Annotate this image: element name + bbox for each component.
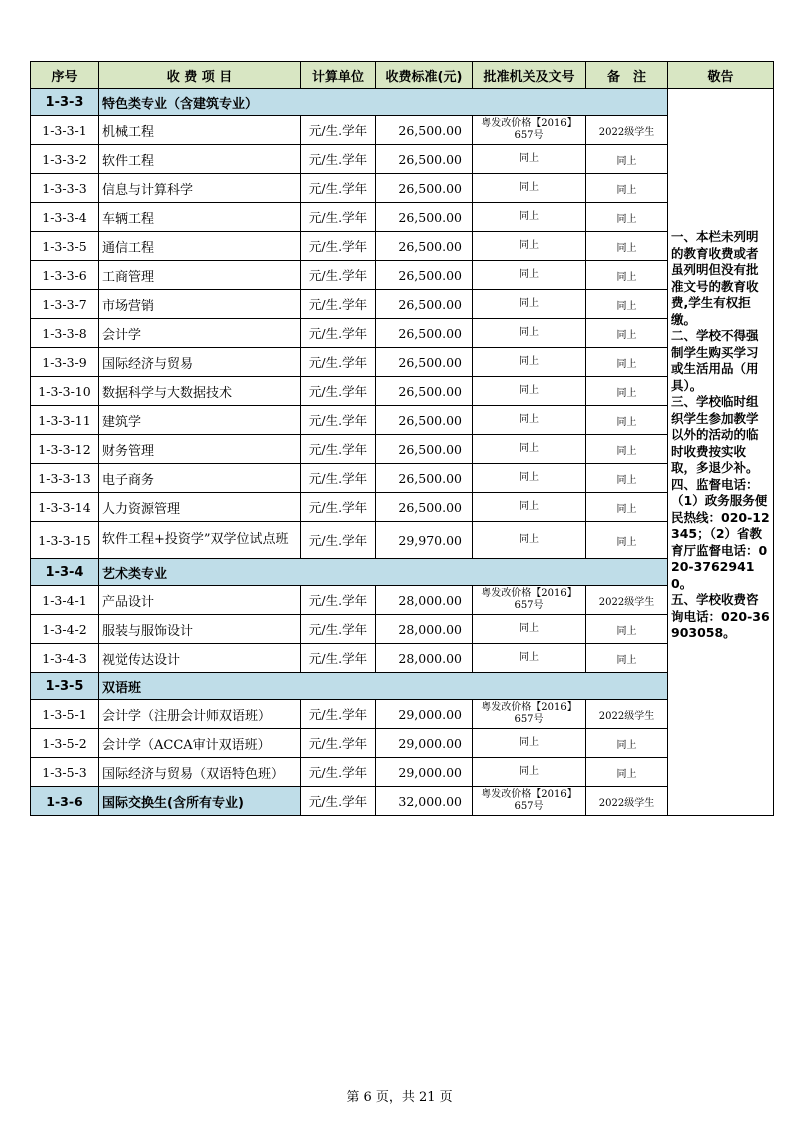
notice-cell [668, 89, 774, 816]
table-row [31, 203, 774, 232]
row-unit: 元/生.学年 [301, 729, 376, 758]
row-unit: 元/生.学年 [301, 758, 376, 787]
row-amount: 26,500.00 [376, 493, 473, 522]
row-unit: 元/生.学年 [301, 522, 376, 559]
row-remark: 同上 [586, 261, 668, 290]
row-remark: 同上 [586, 644, 668, 673]
row-item-name: 国际经济与贸易 [99, 348, 301, 377]
row-approval [473, 464, 586, 493]
row-remark: 同上 [586, 203, 668, 232]
row-remark: 同上 [586, 729, 668, 758]
row-amount: 29,000.00 [376, 729, 473, 758]
notice-line: 四、监督电话：（1）政务服务便民热线：020-12345；（2）省教育厅监督电话：020-37629410。 [671, 476, 770, 591]
table-row [31, 522, 774, 559]
approval-line: 同上 [519, 443, 539, 454]
row-item-name: 视觉传达设计 [99, 644, 301, 673]
row-code: 1-3-3-10 [31, 377, 99, 406]
approval-line: 同上 [519, 623, 539, 634]
section-code: 1-3-5 [31, 673, 99, 700]
row-unit: 元/生.学年 [301, 464, 376, 493]
row-code: 1-3-3-8 [31, 319, 99, 348]
row-code: 1-3-5-1 [31, 700, 99, 729]
row-unit: 元/生.学年 [301, 615, 376, 644]
notice-line: 二、学校不得强制学生购买学习或生活用品（用具）。 [671, 328, 759, 393]
row-approval [473, 145, 586, 174]
row-amount: 26,500.00 [376, 290, 473, 319]
row-approval [473, 522, 586, 559]
approval-line: 同上 [519, 153, 539, 164]
section-code: 1-3-4 [31, 559, 99, 586]
approval-line: 同上 [519, 652, 539, 663]
row-amount: 29,000.00 [376, 700, 473, 729]
row-item-name: 机械工程 [99, 116, 301, 145]
approval-line: 同上 [519, 766, 539, 777]
row-code: 1-3-3-13 [31, 464, 99, 493]
approval-line: 粤发改价格【2016】 [481, 702, 577, 713]
row-amount: 28,000.00 [376, 615, 473, 644]
row-amount: 26,500.00 [376, 232, 473, 261]
header-item: 收 费 项 目 [99, 62, 301, 89]
row-remark: 2022级学生 [586, 700, 668, 729]
row-remark: 同上 [586, 232, 668, 261]
row-remark: 同上 [586, 435, 668, 464]
approval-line: 同上 [519, 298, 539, 309]
approval-line: 粤发改价格【2016】 [481, 789, 577, 800]
row-item-name: 财务管理 [99, 435, 301, 464]
row-remark: 2022级学生 [586, 116, 668, 145]
row-approval [473, 787, 586, 816]
row-item-name: 人力资源管理 [99, 493, 301, 522]
row-unit: 元/生.学年 [301, 700, 376, 729]
row-unit: 元/生.学年 [301, 348, 376, 377]
row-approval [473, 406, 586, 435]
row-amount: 26,500.00 [376, 261, 473, 290]
row-item-name: 车辆工程 [99, 203, 301, 232]
fee-table [30, 61, 774, 816]
row-unit: 元/生.学年 [301, 319, 376, 348]
approval-line: 同上 [519, 182, 539, 193]
row-remark: 同上 [586, 615, 668, 644]
table-row [31, 174, 774, 203]
notice-line: 三、学校临时组织学生参加教学以外的活动的临时收费按实收取，多退少补。 [671, 394, 759, 475]
row-amount: 26,500.00 [376, 116, 473, 145]
row-item-name: 市场营销 [99, 290, 301, 319]
approval-line: 657号 [514, 714, 544, 725]
row-code: 1-3-3-14 [31, 493, 99, 522]
approval-line: 同上 [519, 472, 539, 483]
table-row [31, 348, 774, 377]
row-amount: 28,000.00 [376, 586, 473, 615]
row-amount: 26,500.00 [376, 145, 473, 174]
row-item-name: 信息与计算科学 [99, 174, 301, 203]
row-approval [473, 232, 586, 261]
approval-line: 粤发改价格【2016】 [481, 118, 577, 129]
row-code: 1-3-3-9 [31, 348, 99, 377]
row-approval [473, 319, 586, 348]
table-row [31, 435, 774, 464]
row-approval [473, 729, 586, 758]
section-code: 1-3-3 [31, 89, 99, 116]
row-unit: 元/生.学年 [301, 377, 376, 406]
table-row [31, 290, 774, 319]
row-code: 1-3-3-6 [31, 261, 99, 290]
row-approval [473, 377, 586, 406]
approval-line: 同上 [519, 385, 539, 396]
row-approval [473, 203, 586, 232]
table-row [31, 700, 774, 729]
row-amount: 26,500.00 [376, 174, 473, 203]
row-amount: 26,500.00 [376, 319, 473, 348]
row-amount: 26,500.00 [376, 348, 473, 377]
table-row [31, 644, 774, 673]
row-approval [473, 348, 586, 377]
page-footer: 第 6 页，共 21 页 [346, 1090, 453, 1105]
row-unit: 元/生.学年 [301, 586, 376, 615]
table-row [31, 493, 774, 522]
row-item-name: 数据科学与大数据技术 [99, 377, 301, 406]
row-remark: 同上 [586, 319, 668, 348]
row-item-name: 软件工程 [99, 145, 301, 174]
section-row [31, 89, 774, 116]
row-code: 1-3-3-3 [31, 174, 99, 203]
row-amount: 26,500.00 [376, 435, 473, 464]
table-row [31, 586, 774, 615]
row-unit: 元/生.学年 [301, 116, 376, 145]
row-amount: 26,500.00 [376, 406, 473, 435]
row-unit: 元/生.学年 [301, 406, 376, 435]
row-unit: 元/生.学年 [301, 232, 376, 261]
row-remark: 同上 [586, 145, 668, 174]
row-item-name: 电子商务 [99, 464, 301, 493]
row-unit: 元/生.学年 [301, 174, 376, 203]
row-approval [473, 758, 586, 787]
approval-line: 同上 [519, 240, 539, 251]
row-remark: 同上 [586, 377, 668, 406]
row-unit: 元/生.学年 [301, 145, 376, 174]
notice-line: 一、本栏未列明的教育收费或者虽列明但没有批准文号的教育收费,学生有权拒缴。 [671, 229, 759, 327]
header-remark: 备 注 [586, 62, 668, 89]
table-header-row [31, 62, 774, 89]
row-item-name: 产品设计 [99, 586, 301, 615]
row-approval [473, 493, 586, 522]
approval-line: 同上 [519, 269, 539, 280]
approval-line: 同上 [519, 356, 539, 367]
row-code: 1-3-3-7 [31, 290, 99, 319]
row-item-name: 通信工程 [99, 232, 301, 261]
row-unit: 元/生.学年 [301, 261, 376, 290]
row-approval [473, 644, 586, 673]
row-item-name: 建筑学 [99, 406, 301, 435]
row-remark: 2022级学生 [586, 586, 668, 615]
row-item-name: 国际经济与贸易（双语特色班） [99, 758, 301, 787]
row-remark: 2022级学生 [586, 787, 668, 816]
row-code: 1-3-3-15 [31, 522, 99, 559]
approval-line: 粤发改价格【2016】 [481, 588, 577, 599]
row-amount: 32,000.00 [376, 787, 473, 816]
section-title: 特色类专业（含建筑专业） [99, 89, 668, 116]
row-code: 1-3-4-3 [31, 644, 99, 673]
row-unit: 元/生.学年 [301, 290, 376, 319]
section-row [31, 559, 774, 586]
section-row [31, 673, 774, 700]
row-item-name: 会计学 [99, 319, 301, 348]
table-row [31, 377, 774, 406]
approval-line: 同上 [519, 534, 539, 545]
approval-line: 同上 [519, 737, 539, 748]
row-unit: 元/生.学年 [301, 435, 376, 464]
table-row [31, 729, 774, 758]
table-row [31, 758, 774, 787]
row-item-name: 会计学（ACCA审计双语班） [99, 729, 301, 758]
table-row [31, 319, 774, 348]
approval-line: 同上 [519, 414, 539, 425]
row-remark: 同上 [586, 493, 668, 522]
row-unit: 元/生.学年 [301, 493, 376, 522]
row-unit: 元/生.学年 [301, 787, 376, 816]
row-remark: 同上 [586, 406, 668, 435]
approval-line: 657号 [514, 600, 544, 611]
header-notice: 敬告 [668, 62, 774, 89]
row-item-name: 会计学（注册会计师双语班） [99, 700, 301, 729]
row-amount: 26,500.00 [376, 464, 473, 493]
row-approval [473, 435, 586, 464]
row-code: 1-3-4-1 [31, 586, 99, 615]
row-item-name: 软件工程+投资学”双学位试点班 [99, 522, 301, 559]
row-code: 1-3-3-1 [31, 116, 99, 145]
section-title: 艺术类专业 [99, 559, 668, 586]
row-code: 1-3-5-2 [31, 729, 99, 758]
row-remark: 同上 [586, 174, 668, 203]
row-remark: 同上 [586, 758, 668, 787]
approval-line: 657号 [514, 130, 544, 141]
row-approval [473, 261, 586, 290]
table-row [31, 787, 774, 816]
row-code: 1-3-6 [31, 787, 99, 816]
row-remark: 同上 [586, 464, 668, 493]
approval-line: 657号 [514, 801, 544, 812]
row-approval [473, 700, 586, 729]
row-code: 1-3-5-3 [31, 758, 99, 787]
table-row [31, 232, 774, 261]
row-remark: 同上 [586, 348, 668, 377]
table-row [31, 145, 774, 174]
row-code: 1-3-3-5 [31, 232, 99, 261]
row-approval [473, 116, 586, 145]
header-unit: 计算单位 [301, 62, 376, 89]
row-approval [473, 615, 586, 644]
row-code: 1-3-3-4 [31, 203, 99, 232]
table-body [31, 89, 774, 816]
approval-line: 同上 [519, 327, 539, 338]
approval-line: 同上 [519, 501, 539, 512]
row-unit: 元/生.学年 [301, 203, 376, 232]
row-approval [473, 586, 586, 615]
row-approval [473, 290, 586, 319]
table-row [31, 464, 774, 493]
row-code: 1-3-3-12 [31, 435, 99, 464]
table-row [31, 406, 774, 435]
row-code: 1-3-3-2 [31, 145, 99, 174]
row-approval [473, 174, 586, 203]
table-row [31, 116, 774, 145]
table-row [31, 261, 774, 290]
row-amount: 29,970.00 [376, 522, 473, 559]
row-item-name: 国际交换生(含所有专业) [99, 787, 301, 816]
row-amount: 29,000.00 [376, 758, 473, 787]
header-no: 序号 [31, 62, 99, 89]
row-item-name: 服装与服饰设计 [99, 615, 301, 644]
row-remark: 同上 [586, 522, 668, 559]
row-amount: 26,500.00 [376, 203, 473, 232]
approval-line: 同上 [519, 211, 539, 222]
row-remark: 同上 [586, 290, 668, 319]
section-title: 双语班 [99, 673, 668, 700]
table-row [31, 615, 774, 644]
row-item-name: 工商管理 [99, 261, 301, 290]
row-code: 1-3-4-2 [31, 615, 99, 644]
row-unit: 元/生.学年 [301, 644, 376, 673]
notice-line: 五、学校收费咨询电话：020-36903058。 [671, 592, 770, 640]
header-standard: 收费标准(元) [376, 62, 473, 89]
header-approval: 批准机关及文号 [473, 62, 586, 89]
row-amount: 26,500.00 [376, 377, 473, 406]
row-amount: 28,000.00 [376, 644, 473, 673]
row-code: 1-3-3-11 [31, 406, 99, 435]
